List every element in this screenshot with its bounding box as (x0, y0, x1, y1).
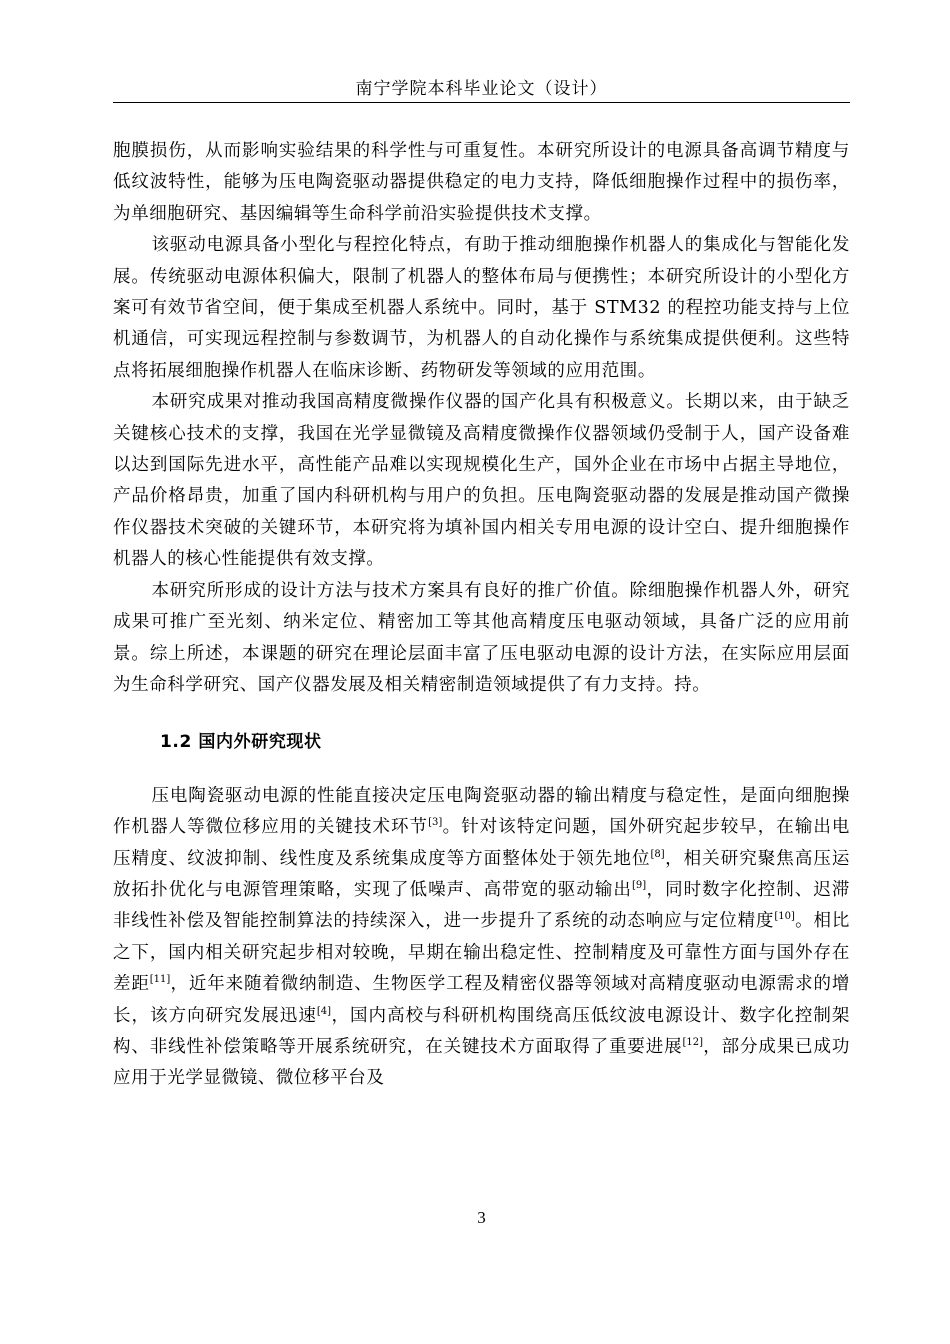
page-number: 3 (477, 1208, 486, 1227)
header-rule (113, 102, 850, 103)
paragraph (113, 781, 850, 1095)
paragraph: 本研究成果对推动我国高精度微操作仪器的国产化具有积极意义。长期以来，由于缺乏关键核心技术的支撑，我国在光学显微镜及高精度微操作仪器领域仍受制于人，国产设备难以达到国际先进水平，高性能产品难以实现规模化生产，国外企业在市场中占据主导地位，产品价格昂贵，加重了国内科研机构与用户的负担。压电陶瓷驱动器的发展是推动国产微操作仪器技术突破的关键环节，本研究将为填补国内相关专用电源的设计空白、提升细胞操作机器人的核心性能提供有效支撑。 (113, 392, 850, 570)
text-run: ，相关研究聚焦高压运放拓扑优化与电源管理策略，实现了低噪声、高带宽的驱动输出 (113, 848, 850, 900)
text-run: 。相比之下，国内相关研究起步相对较晚，早期在输出稳定性、控制精度及可靠性方面与国外存在差距 (113, 911, 850, 995)
text-run: ，部分成果已成功应用于光学显微镜、微位移平台及 (113, 1036, 850, 1089)
page-body (113, 136, 850, 1095)
running-header: 南宁学院本科毕业论文（设计） (355, 79, 608, 99)
citation: [3] (428, 817, 443, 829)
citation: [8] (650, 848, 665, 860)
section-heading: 1.2 国内外研究现状 (160, 732, 322, 753)
text-run: ，近年来随着微纳制造、生物医学工程及精密仪器等领域对高精度驱动电源需求的增长，该方向研究发展迅速 (113, 974, 850, 1026)
citation: [9] (631, 879, 647, 891)
text-run: ，同时数字化控制、迟滞非线性补偿及智能控制算法的持续深入，进一步提升了系统的动态响应与定位精度 (113, 879, 850, 932)
paragraph: 该驱动电源具备小型化与程控化特点，有助于推动细胞操作机器人的集成化与智能化发展。传统驱动电源体积偏大，限制了机器人的整体布局与便携性；本研究所设计的小型化方案可有效节省空间，便于集成至机器人系统中。同时，基于 STM32 的程控功能支持与上位机通信，可实现远程控制与参数调节，为机器人的自动化操作与系统集成提供便利。这些特点将拓展细胞操作机器人在临床诊断、药物研发等领域的应用范围。 (113, 235, 850, 381)
citation: [4] (316, 1005, 332, 1017)
text-run: 压电陶瓷驱动电源的性能直接决定压电陶瓷驱动器的输出精度与稳定性，是面向细胞操作机器人等微位移应用的关键技术环节 (113, 785, 850, 838)
paragraph: 胞膜损伤，从而影响实验结果的科学性与可重复性。本研究所设计的电源具备高调节精度与低纹波特性，能够为压电陶瓷驱动器提供稳定的电力支持，降低细胞操作过程中的损伤率，为单细胞研究、基因编辑等生命科学前沿实验提供技术支撑。 (113, 141, 850, 224)
citation: [12] (682, 1036, 704, 1048)
citation: [11] (149, 974, 171, 986)
citation: [10] (774, 911, 795, 923)
text-run: 。针对该特定问题，国外研究起步较早，在输出电压精度、纹波抑制、线性度及系统集成度等方面整体处于领先地位 (113, 817, 850, 869)
text-run: ，国内高校与科研机构围绕高压低纹波电源设计、数字化控制架构、非线性补偿策略等开展系统研究，在关键技术方面取得了重要进展 (113, 1005, 850, 1057)
paragraph: 本研究所形成的设计方法与技术方案具有良好的推广价值。除细胞操作机器人外，研究成果可推广至光刻、纳米定位、精密加工等其他高精度压电驱动领域，具备广泛的应用前景。综上所述，本课题的研究在理论层面丰富了压电驱动电源的设计方法，在实际应用层面为生命科学研究、国产仪器发展及相关精密制造领域提供了有力支持。持。 (113, 580, 850, 695)
